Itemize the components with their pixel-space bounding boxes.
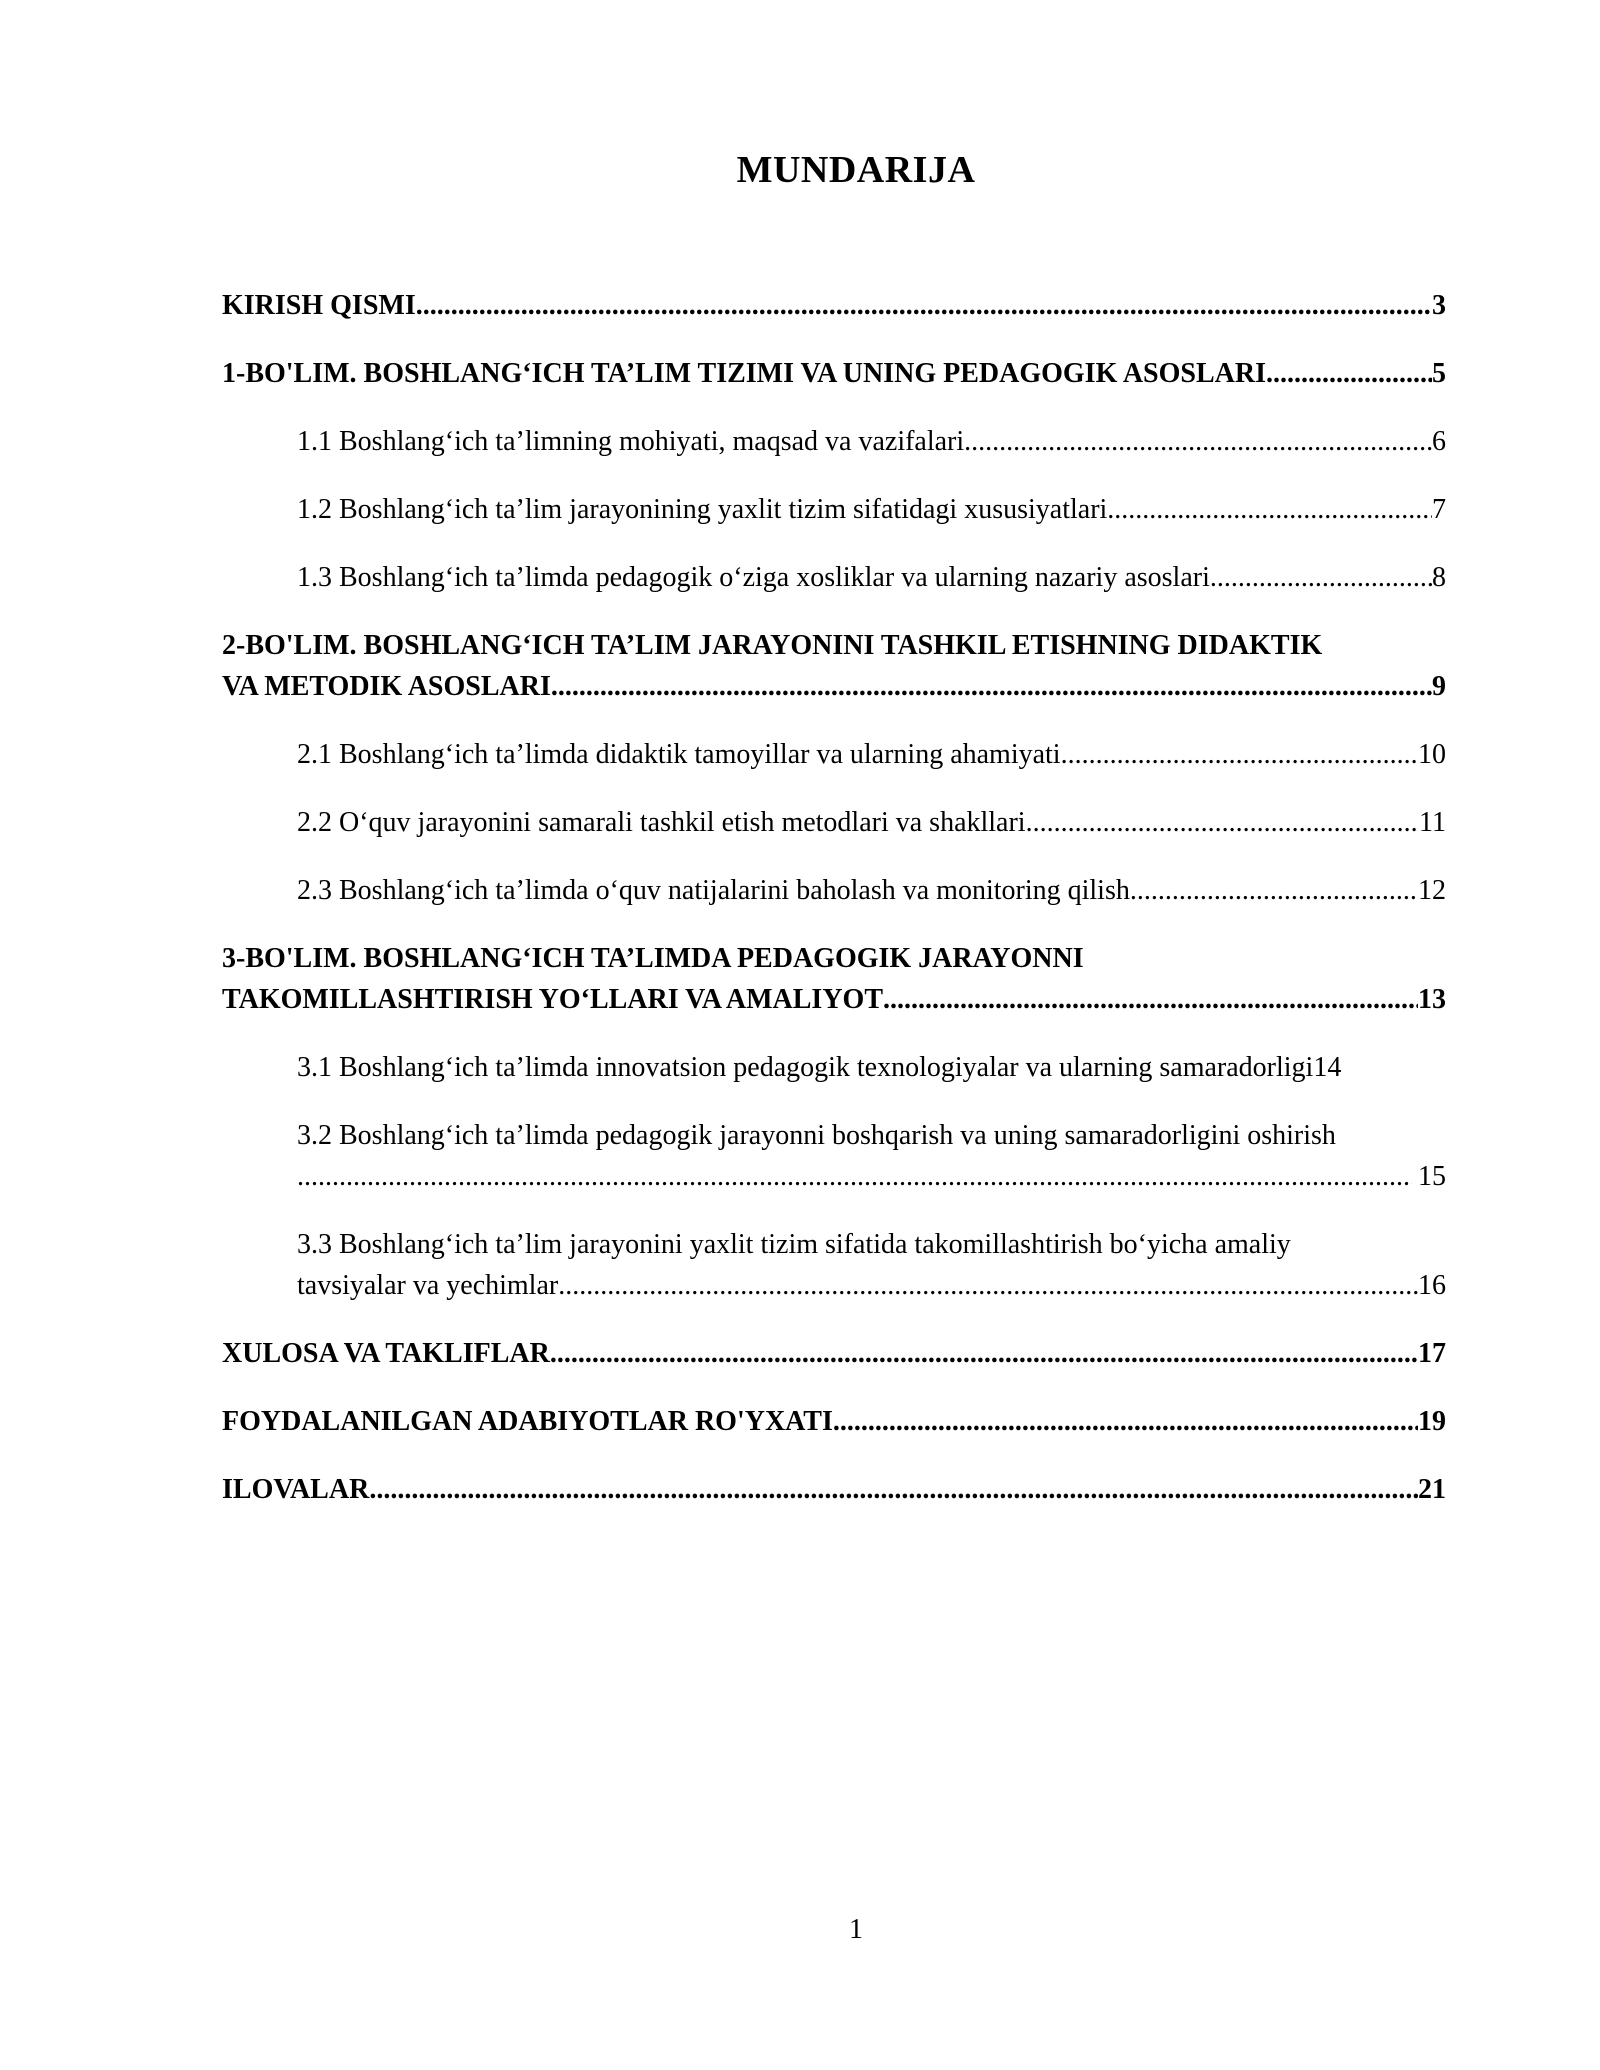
toc-entry-label: KIRISH QISMI	[222, 290, 416, 321]
toc-dot-leader	[1061, 734, 1418, 775]
toc-entry-label: ILOVALAR	[222, 1474, 370, 1505]
toc-entry-label: 1.3 Boshlang‘ich ta’limda pedagogik o‘ziga xosliklar va ularning nazariy asoslari	[297, 562, 1210, 593]
toc-dot-leader	[550, 1333, 1418, 1374]
toc-entry-label-line1: 2-BO'LIM. BOSHLANG‘ICH TA’LIM JARAYONINI TASHKIL ETISHNING DIDAKTIK	[222, 630, 1323, 661]
toc-entry-bolim-3[interactable]	[222, 938, 1446, 1020]
toc-entry-label-line1: 3-BO'LIM. BOSHLANG‘ICH TA’LIMDA PEDAGOGIK JARAYONNI	[222, 943, 1084, 974]
toc-dot-leader	[1210, 557, 1432, 598]
toc-page-number: 19	[1418, 1406, 1446, 1437]
toc-entry-label: 2.2 O‘quv jarayonini samarali tashkil etish metodlari va shakllari	[297, 807, 1026, 838]
toc-page-number: 7	[1432, 494, 1446, 525]
toc-page-number: 9	[1432, 671, 1446, 702]
toc-entry-ilovalar[interactable]	[222, 1469, 1446, 1510]
toc-entry-bolim-2[interactable]	[222, 625, 1446, 707]
toc-entry-label: FOYDALANILGAN ADABIYOTLAR RO'YXATI	[222, 1406, 833, 1437]
toc-entry-label-line2: tavsiyalar va yechimlar	[297, 1270, 559, 1301]
toc-page-number: 8	[1432, 562, 1446, 593]
toc-entry-label: 3.1 Boshlang‘ich ta’limda innovatsion pedagogik texnologiyalar va ularning samaradorligi	[297, 1052, 1314, 1083]
toc-dot-leader	[369, 1469, 1418, 1510]
toc-page-number: 14	[1313, 1052, 1342, 1083]
page-number-footer: 1	[849, 1914, 863, 1945]
toc-page-number: 5	[1432, 358, 1446, 389]
toc-dot-leader	[297, 1156, 1412, 1197]
toc-dot-leader	[551, 666, 1432, 707]
toc-entry-bolim-1[interactable]	[222, 353, 1446, 394]
toc-page-number: 12	[1418, 875, 1446, 906]
toc-page-number: 13	[1418, 984, 1446, 1015]
toc-entry-2-1[interactable]	[222, 734, 1446, 775]
toc-entry-1-1[interactable]	[222, 421, 1446, 462]
toc-dot-leader	[558, 1265, 1418, 1306]
toc-dot-leader	[416, 285, 1432, 326]
toc-entry-adabiyotlar[interactable]	[222, 1401, 1446, 1442]
toc-entry-3-3[interactable]	[222, 1224, 1446, 1306]
toc-entry-3-1[interactable]	[222, 1047, 1446, 1088]
toc-entry-1-3[interactable]	[222, 557, 1446, 598]
toc-entry-label: XULOSA VA TAKLIFLAR	[222, 1338, 550, 1369]
toc-entry-label: 2.3 Boshlang‘ich ta’limda o‘quv natijalarini baholash va monitoring qilish	[297, 875, 1130, 906]
toc-page-number: 21	[1418, 1474, 1446, 1505]
table-of-contents	[222, 285, 1446, 1510]
toc-entry-label: 1-BO'LIM. BOSHLANG‘ICH TA’LIM TIZIMI VA UNING PEDAGOGIK ASOSLARI	[222, 358, 1266, 389]
toc-entry-3-2[interactable]	[222, 1115, 1446, 1197]
toc-entry-label: 1.1 Boshlang‘ich ta’limning mohiyati, maqsad va vazifalari	[297, 426, 965, 457]
toc-entry-label-line1: 3.3 Boshlang‘ich ta’lim jarayonini yaxlit tizim sifatida takomillashtirish bo‘yicha amaliy	[297, 1229, 1291, 1260]
toc-entry-1-2[interactable]	[222, 489, 1446, 530]
toc-dot-leader	[1130, 870, 1418, 911]
toc-entry-label-line1: 3.2 Boshlang‘ich ta’limda pedagogik jarayonni boshqarish va uning samaradorligini oshirish	[297, 1120, 1336, 1151]
toc-dot-leader	[964, 421, 1432, 462]
toc-entry-xulosa[interactable]	[222, 1333, 1446, 1374]
toc-page-number: 11	[1419, 807, 1446, 838]
toc-dot-leader	[1266, 353, 1432, 394]
toc-entry-2-3[interactable]	[222, 870, 1446, 911]
toc-entry-2-2[interactable]	[222, 802, 1446, 843]
toc-dot-leader	[1026, 802, 1419, 843]
toc-entry-kirish[interactable]	[222, 285, 1446, 326]
toc-dot-leader	[1107, 489, 1432, 530]
toc-page-number: 6	[1432, 426, 1446, 457]
toc-entry-label: 2.1 Boshlang‘ich ta’limda didaktik tamoyillar va ularning ahamiyati	[297, 739, 1061, 770]
toc-page-number: 3	[1432, 290, 1446, 321]
page-title: MUNDARIJA	[736, 149, 976, 191]
toc-entry-label-line2: TAKOMILLASHTIRISH YO‘LLARI VA AMALIYOT	[222, 984, 883, 1015]
toc-entry-label-line2: VA METODIK ASOSLARI	[222, 671, 551, 702]
toc-page-number: 16	[1418, 1270, 1446, 1301]
toc-page-number: 10	[1418, 739, 1446, 770]
toc-dot-leader	[883, 979, 1418, 1020]
toc-page-number: 15	[1418, 1161, 1446, 1192]
toc-dot-leader	[833, 1401, 1418, 1442]
toc-entry-label: 1.2 Boshlang‘ich ta’lim jarayonining yaxlit tizim sifatidagi xususiyatlari	[297, 494, 1108, 525]
toc-page-number: 17	[1418, 1338, 1446, 1369]
